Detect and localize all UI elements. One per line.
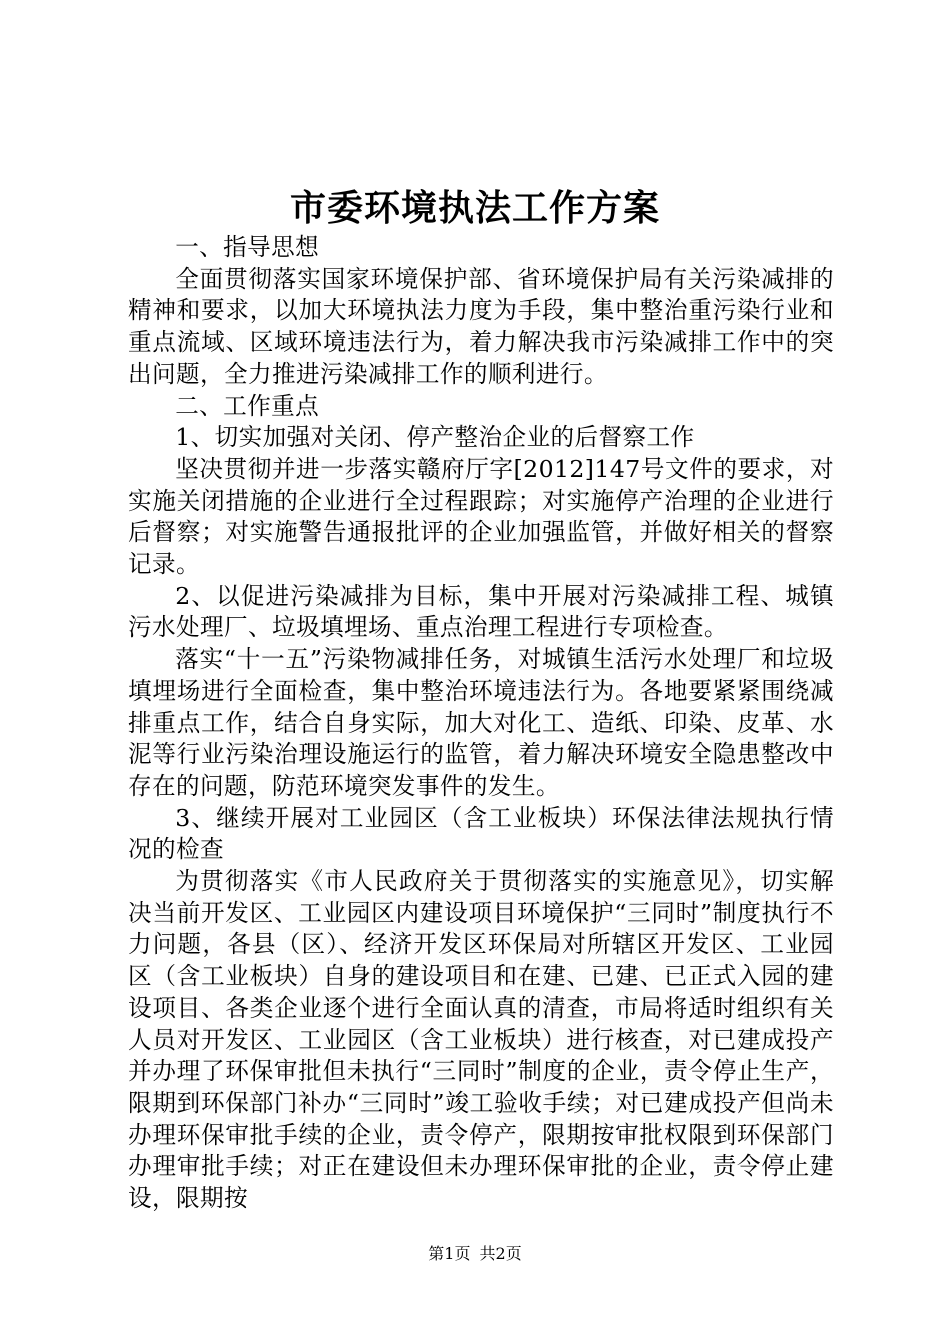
subheading-item-1: 1、切实加强对关闭、停产整治企业的后督察工作 (175, 423, 695, 452)
page-number: 第1页 (428, 1244, 471, 1263)
section-heading-guiding-thought: 一、指导思想 (175, 233, 320, 261)
paragraph-guiding-thought: 全面贯彻落实国家环境保护部、省环境保护局有关污染减排的精神和要求，以加大环境执法力度为手段，集中整治重污染行业和重点流域、区域环境违法行为，着力解决我市污染减排工作中的突出问题，全力推进污染减排工作的顺利进行。 (128, 264, 834, 388)
page-total: 共2页 (479, 1244, 522, 1263)
paragraph-item-1: 坚决贯彻并进一步落实赣府厅字[2012]147号文件的要求，对实施关闭措施的企业进行全过程跟踪；对实施停产治理的企业进行后督察；对实施警告通报批评的企业加强监管，并做好相关的督察记录。 (128, 454, 834, 579)
subheading-item-3: 3、继续开展对工业园区（含工业板块）环保法律法规执行情况的检查 (128, 803, 834, 864)
section-heading-work-focus: 二、工作重点 (175, 391, 320, 420)
page-footer (0, 1243, 950, 1265)
subheading-item-2: 2、以促进污染减排为目标，集中开展对污染减排工程、城镇污水处理厂、垃圾填埋场、重点治理工程进行专项检查。 (128, 581, 834, 642)
document-title: 市委环境执法工作方案 (289, 187, 660, 229)
document-body (128, 232, 834, 1215)
paragraph-item-3: 为贯彻落实《市人民政府关于贯彻落实的实施意见》，切实解决当前开发区、工业园区内建设项目环境保护“三同时”制度执行不力问题，各县（区）、经济开发区环保局对所辖区开发区、工业园区（含工业板块）自身的建设项目和在建、已建、已正式入园的建设项目、各类企业逐个进行全面认真的清查，市局将适时组织有关人员对开发区、工业园区（含工业板块）进行核查，对已建成投产并办理了环保审批但未执行“三同时”制度的企业，责令停止生产，限期到环保部门补办“三同时”竣工验收手续；对已建成投产但尚未办理环保审批手续的企业，责令停产，限期按审批权限到环保部门办理审批手续；对正在建设但未办理环保审批的企业，责令停止建设，限期按 (128, 867, 834, 1213)
paragraph-item-2: 落实“十一五”污染物减排任务，对城镇生活污水处理厂和垃圾填埋场进行全面检查，集中整治环境违法行为。各地要紧紧围绕减排重点工作，结合自身实际，加大对化工、造纸、印染、皮革、水泥等行业污染治理设施运行的监管，着力解决环境安全隐患整改中存在的问题，防范环境突发事件的发生。 (128, 645, 834, 800)
